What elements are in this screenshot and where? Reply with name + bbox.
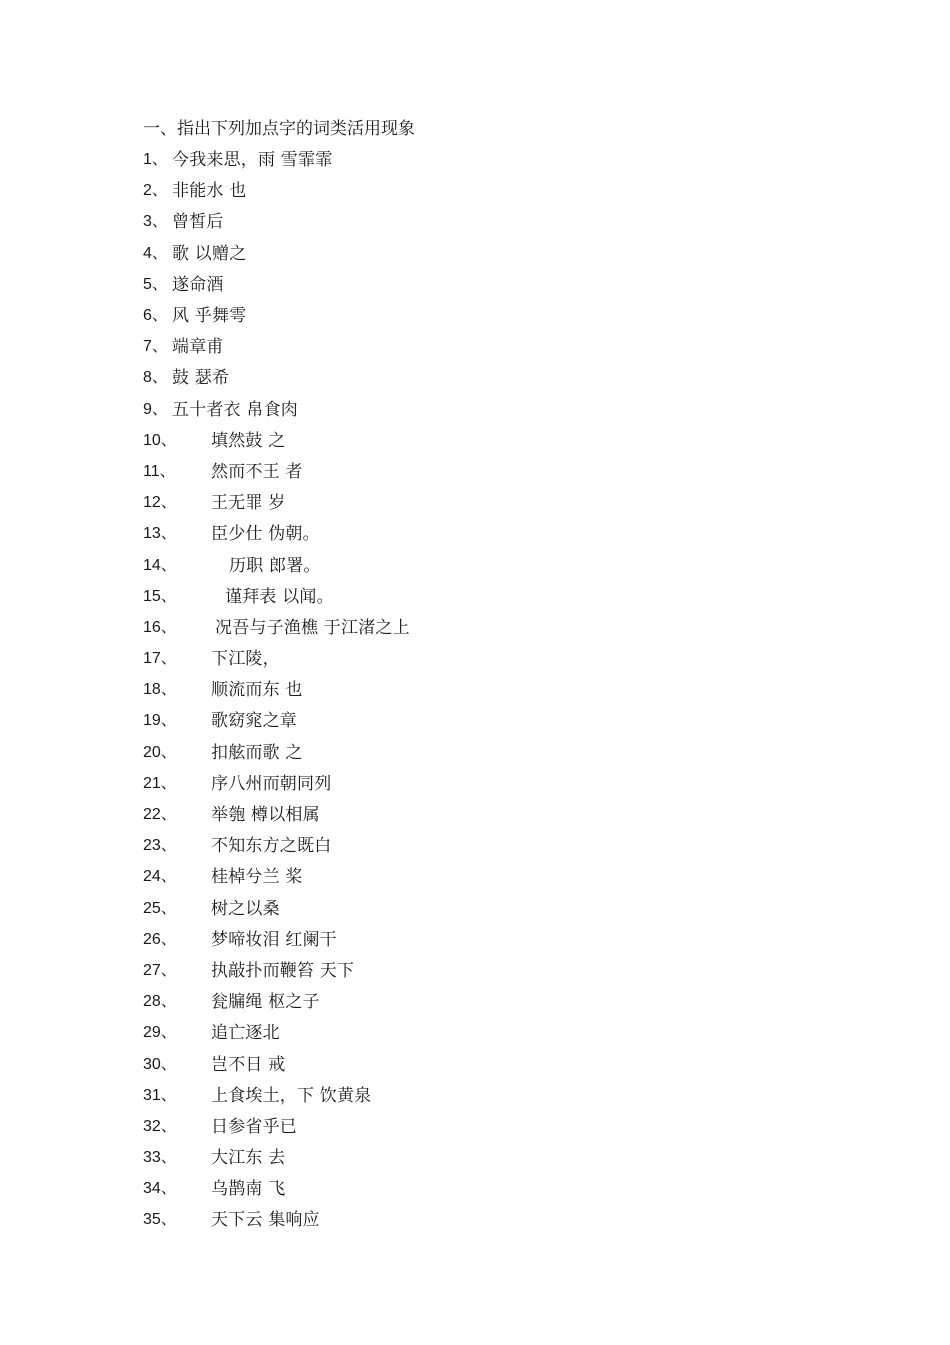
exercise-text: 梦啼妆泪 红阑干 — [211, 929, 338, 950]
exercise-text: 臣少仕 伪朝。 — [211, 524, 320, 545]
exercise-number: 6、 — [143, 307, 168, 325]
exercise-item — [143, 797, 410, 828]
exercise-text: 非能水 也 — [172, 181, 247, 202]
exercise-item — [143, 703, 410, 734]
exercise-text: 顺流而东 也 — [211, 680, 303, 701]
exercise-item — [143, 236, 410, 267]
exercise-text: 历职 郎署。 — [229, 555, 321, 576]
exercise-text: 风 乎舞雩 — [172, 306, 247, 327]
exercise-text: 歌窈窕之章 — [211, 711, 297, 732]
exercise-text: 天下云 集响应 — [211, 1210, 320, 1231]
exercise-text: 谨拜表 以闻。 — [225, 586, 334, 607]
exercise-text: 下江陵， — [211, 649, 280, 670]
exercise-number: 24、 — [143, 868, 177, 886]
section-heading: 一、指出下列加点字的词类活用现象 — [143, 119, 415, 139]
exercise-item — [143, 298, 410, 329]
exercise-text: 况吾与子渔樵 于江渚之上 — [215, 617, 410, 638]
exercise-number: 2、 — [143, 182, 168, 200]
exercise-item — [143, 579, 410, 610]
exercise-number: 1、 — [143, 151, 168, 169]
exercise-text: 岂不日 戒 — [211, 1054, 286, 1075]
exercise-text: 五十者衣 帛食肉 — [172, 399, 299, 420]
exercise-number: 11、 — [143, 462, 176, 480]
exercise-text: 日参省乎已 — [211, 1116, 297, 1137]
exercise-item — [143, 641, 410, 672]
exercise-number: 26、 — [143, 930, 177, 948]
exercise-item — [143, 392, 410, 423]
exercise-item — [143, 1015, 410, 1046]
exercise-item — [143, 859, 410, 890]
exercise-item — [143, 516, 410, 547]
exercise-number: 3、 — [143, 213, 168, 231]
exercise-number: 34、 — [143, 1180, 177, 1198]
exercise-item — [143, 922, 410, 953]
exercise-item — [143, 142, 410, 173]
exercise-item — [143, 454, 410, 485]
exercise-text: 瓮牖绳 枢之子 — [211, 992, 320, 1013]
exercise-text: 端章甫 — [172, 337, 224, 358]
exercise-item — [143, 204, 410, 235]
exercise-item — [143, 766, 410, 797]
exercise-number: 25、 — [143, 899, 177, 917]
exercise-text: 遂命酒 — [172, 274, 224, 295]
exercise-number: 29、 — [143, 1024, 177, 1042]
exercise-number: 31、 — [143, 1086, 177, 1104]
exercise-number: 12、 — [143, 494, 177, 512]
exercise-item — [143, 828, 410, 859]
exercise-item — [143, 1078, 410, 1109]
exercise-item — [143, 610, 410, 641]
exercise-text: 举匏 樽以相属 — [211, 805, 320, 826]
exercise-item — [143, 267, 410, 298]
exercise-text: 序八州而朝同列 — [211, 773, 332, 794]
exercise-number: 22、 — [143, 806, 177, 824]
exercise-text: 桂棹兮兰 桨 — [211, 867, 303, 888]
exercise-item — [143, 329, 410, 360]
exercise-number: 32、 — [143, 1117, 177, 1135]
exercise-item — [143, 1109, 410, 1140]
exercise-text: 大江东 去 — [211, 1148, 286, 1169]
exercise-number: 18、 — [143, 681, 177, 699]
exercise-text: 今我来思，雨 雪霏霏 — [172, 150, 333, 171]
exercise-text: 鼓 瑟希 — [172, 368, 230, 389]
exercise-text: 追亡逐北 — [211, 1023, 280, 1044]
exercise-item — [143, 1140, 410, 1171]
exercise-item — [143, 485, 410, 516]
exercise-number: 30、 — [143, 1055, 177, 1073]
exercise-number: 7、 — [143, 338, 168, 356]
exercise-text: 王无罪 岁 — [211, 493, 286, 514]
exercise-text: 扣舷而歌 之 — [211, 742, 303, 763]
exercise-item — [143, 891, 410, 922]
exercise-item — [143, 547, 410, 578]
exercise-item — [143, 1171, 410, 1202]
exercise-item — [143, 173, 410, 204]
exercise-item — [143, 423, 410, 454]
exercise-number: 19、 — [143, 712, 177, 730]
exercise-item — [143, 984, 410, 1015]
exercise-number: 21、 — [143, 774, 177, 792]
exercise-item — [143, 735, 410, 766]
exercise-text: 执敲扑而鞭笞 天下 — [211, 960, 355, 981]
exercise-text: 不知东方之既白 — [211, 836, 332, 857]
exercise-item — [143, 360, 410, 391]
exercise-number: 5、 — [143, 275, 168, 293]
exercise-text: 歌 以赠之 — [172, 243, 247, 264]
exercise-item — [143, 1202, 410, 1233]
exercise-number: 4、 — [143, 244, 168, 262]
exercise-item — [143, 672, 410, 703]
exercise-text: 上食埃土，下 饮黄泉 — [211, 1085, 372, 1106]
exercise-text: 填然鼓 之 — [211, 430, 286, 451]
exercise-number: 16、 — [143, 618, 177, 636]
exercise-text: 树之以桑 — [211, 898, 280, 919]
exercise-item — [143, 953, 410, 984]
exercise-number: 17、 — [143, 650, 177, 668]
exercise-number: 10、 — [143, 431, 177, 449]
exercise-number: 13、 — [143, 525, 177, 543]
exercise-number: 33、 — [143, 1149, 177, 1167]
exercise-number: 23、 — [143, 837, 177, 855]
exercise-number: 27、 — [143, 961, 177, 979]
exercise-text: 曾皙后 — [172, 212, 224, 233]
exercise-number: 20、 — [143, 743, 177, 761]
exercise-number: 14、 — [143, 556, 177, 574]
exercise-text: 然而不王 者 — [211, 461, 303, 482]
exercise-number: 8、 — [143, 369, 168, 387]
exercise-number: 35、 — [143, 1211, 177, 1229]
exercise-number: 9、 — [143, 400, 168, 418]
exercise-list — [143, 142, 410, 1234]
exercise-number: 28、 — [143, 993, 177, 1011]
exercise-text: 乌鹊南 飞 — [211, 1179, 286, 1200]
exercise-number: 15、 — [143, 587, 177, 605]
exercise-item — [143, 1046, 410, 1077]
